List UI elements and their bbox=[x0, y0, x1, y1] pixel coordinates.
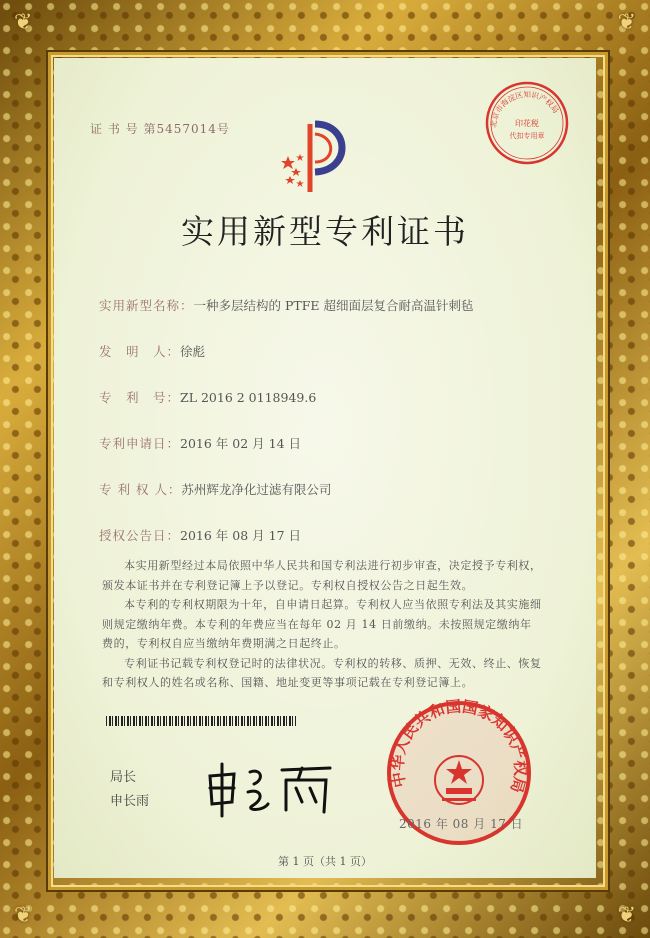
patent-number-row bbox=[99, 388, 316, 406]
svg-text:印花税: 印花税 bbox=[515, 119, 539, 128]
frame-ornament-icon: ❦ bbox=[617, 10, 636, 35]
inventor-row bbox=[99, 342, 205, 360]
certificate-title: 实用新型专利证书 bbox=[181, 212, 469, 251]
patentee-row bbox=[99, 480, 331, 498]
patentee-label: 专 利 权 人： bbox=[99, 482, 182, 497]
signature-role: 局长 bbox=[110, 770, 137, 785]
certificate-paper bbox=[54, 58, 596, 878]
tax-stamp-seal bbox=[484, 80, 570, 166]
body-paragraph: 本专利的专利权期限为十年，自申请日起算。专利权人应当依照专利法及其实施细则规定缴纳年费。本专利的年费应当在每年 02 月 14 日前缴纳。未按照规定缴纳年费的，专利权自应当缴纳年费期满之日起终止。 bbox=[102, 598, 542, 650]
frame-ornament-icon: ❦ bbox=[14, 903, 33, 928]
grant-date-value: 2016 年 08 月 17 日 bbox=[180, 528, 302, 543]
patentee-value: 苏州辉龙净化过滤有限公司 bbox=[181, 482, 332, 497]
frame-ornament-icon: ❦ bbox=[14, 10, 33, 35]
inventor-label: 发 明 人： bbox=[99, 344, 181, 359]
barcode bbox=[106, 716, 296, 726]
page-footer: 第 1 页（共 1 页） bbox=[278, 855, 372, 868]
certificate-number: 证 书 号 第5457014号 bbox=[90, 122, 230, 136]
filing-date-value: 2016 年 02 月 14 日 bbox=[180, 436, 302, 451]
patent-number-label: 专 利 号： bbox=[99, 390, 181, 405]
utility-name-row bbox=[99, 296, 474, 314]
filing-date-row bbox=[99, 434, 301, 452]
handwritten-signature bbox=[202, 758, 342, 818]
issue-date: 2016 年 08 月 17 日 bbox=[399, 817, 524, 831]
signature-name: 申长雨 bbox=[110, 794, 150, 809]
frame-ornament-icon: ❦ bbox=[617, 903, 636, 928]
svg-text:代扣专用章: 代扣专用章 bbox=[509, 132, 545, 140]
body-paragraph: 本实用新型经过本局依照中华人民共和国专利法进行初步审查，决定授予专利权，颁发本证书并在专利登记簿上予以登记。专利权自授权公告之日起生效。 bbox=[102, 559, 542, 592]
grant-date-label: 授权公告日： bbox=[99, 528, 181, 543]
svg-text:中华人民共和国国家知识产权局: 中华人民共和国国家知识产权局 bbox=[388, 698, 530, 795]
svg-text:北京市海淀区知识产权局: 北京市海淀区知识产权局 bbox=[488, 89, 561, 129]
patent-office-logo-icon bbox=[270, 112, 360, 202]
certificate-body-text bbox=[102, 556, 542, 693]
utility-name-value: 一种多层结构的 PTFE 超细面层复合耐高温针刺毡 bbox=[193, 298, 474, 313]
patent-number-value: ZL 2016 2 0118949.6 bbox=[180, 390, 317, 405]
grant-date-row bbox=[99, 526, 301, 544]
filing-date-label: 专利申请日： bbox=[99, 436, 181, 451]
body-paragraph: 专利证书记载专利权登记时的法律状况。专利权的转移、质押、无效、终止、恢复和专利权人的姓名或名称、国籍、地址变更等事项记载在专利登记簿上。 bbox=[102, 656, 542, 689]
utility-name-label: 实用新型名称： bbox=[99, 298, 194, 313]
inventor-value: 徐彪 bbox=[180, 344, 206, 359]
